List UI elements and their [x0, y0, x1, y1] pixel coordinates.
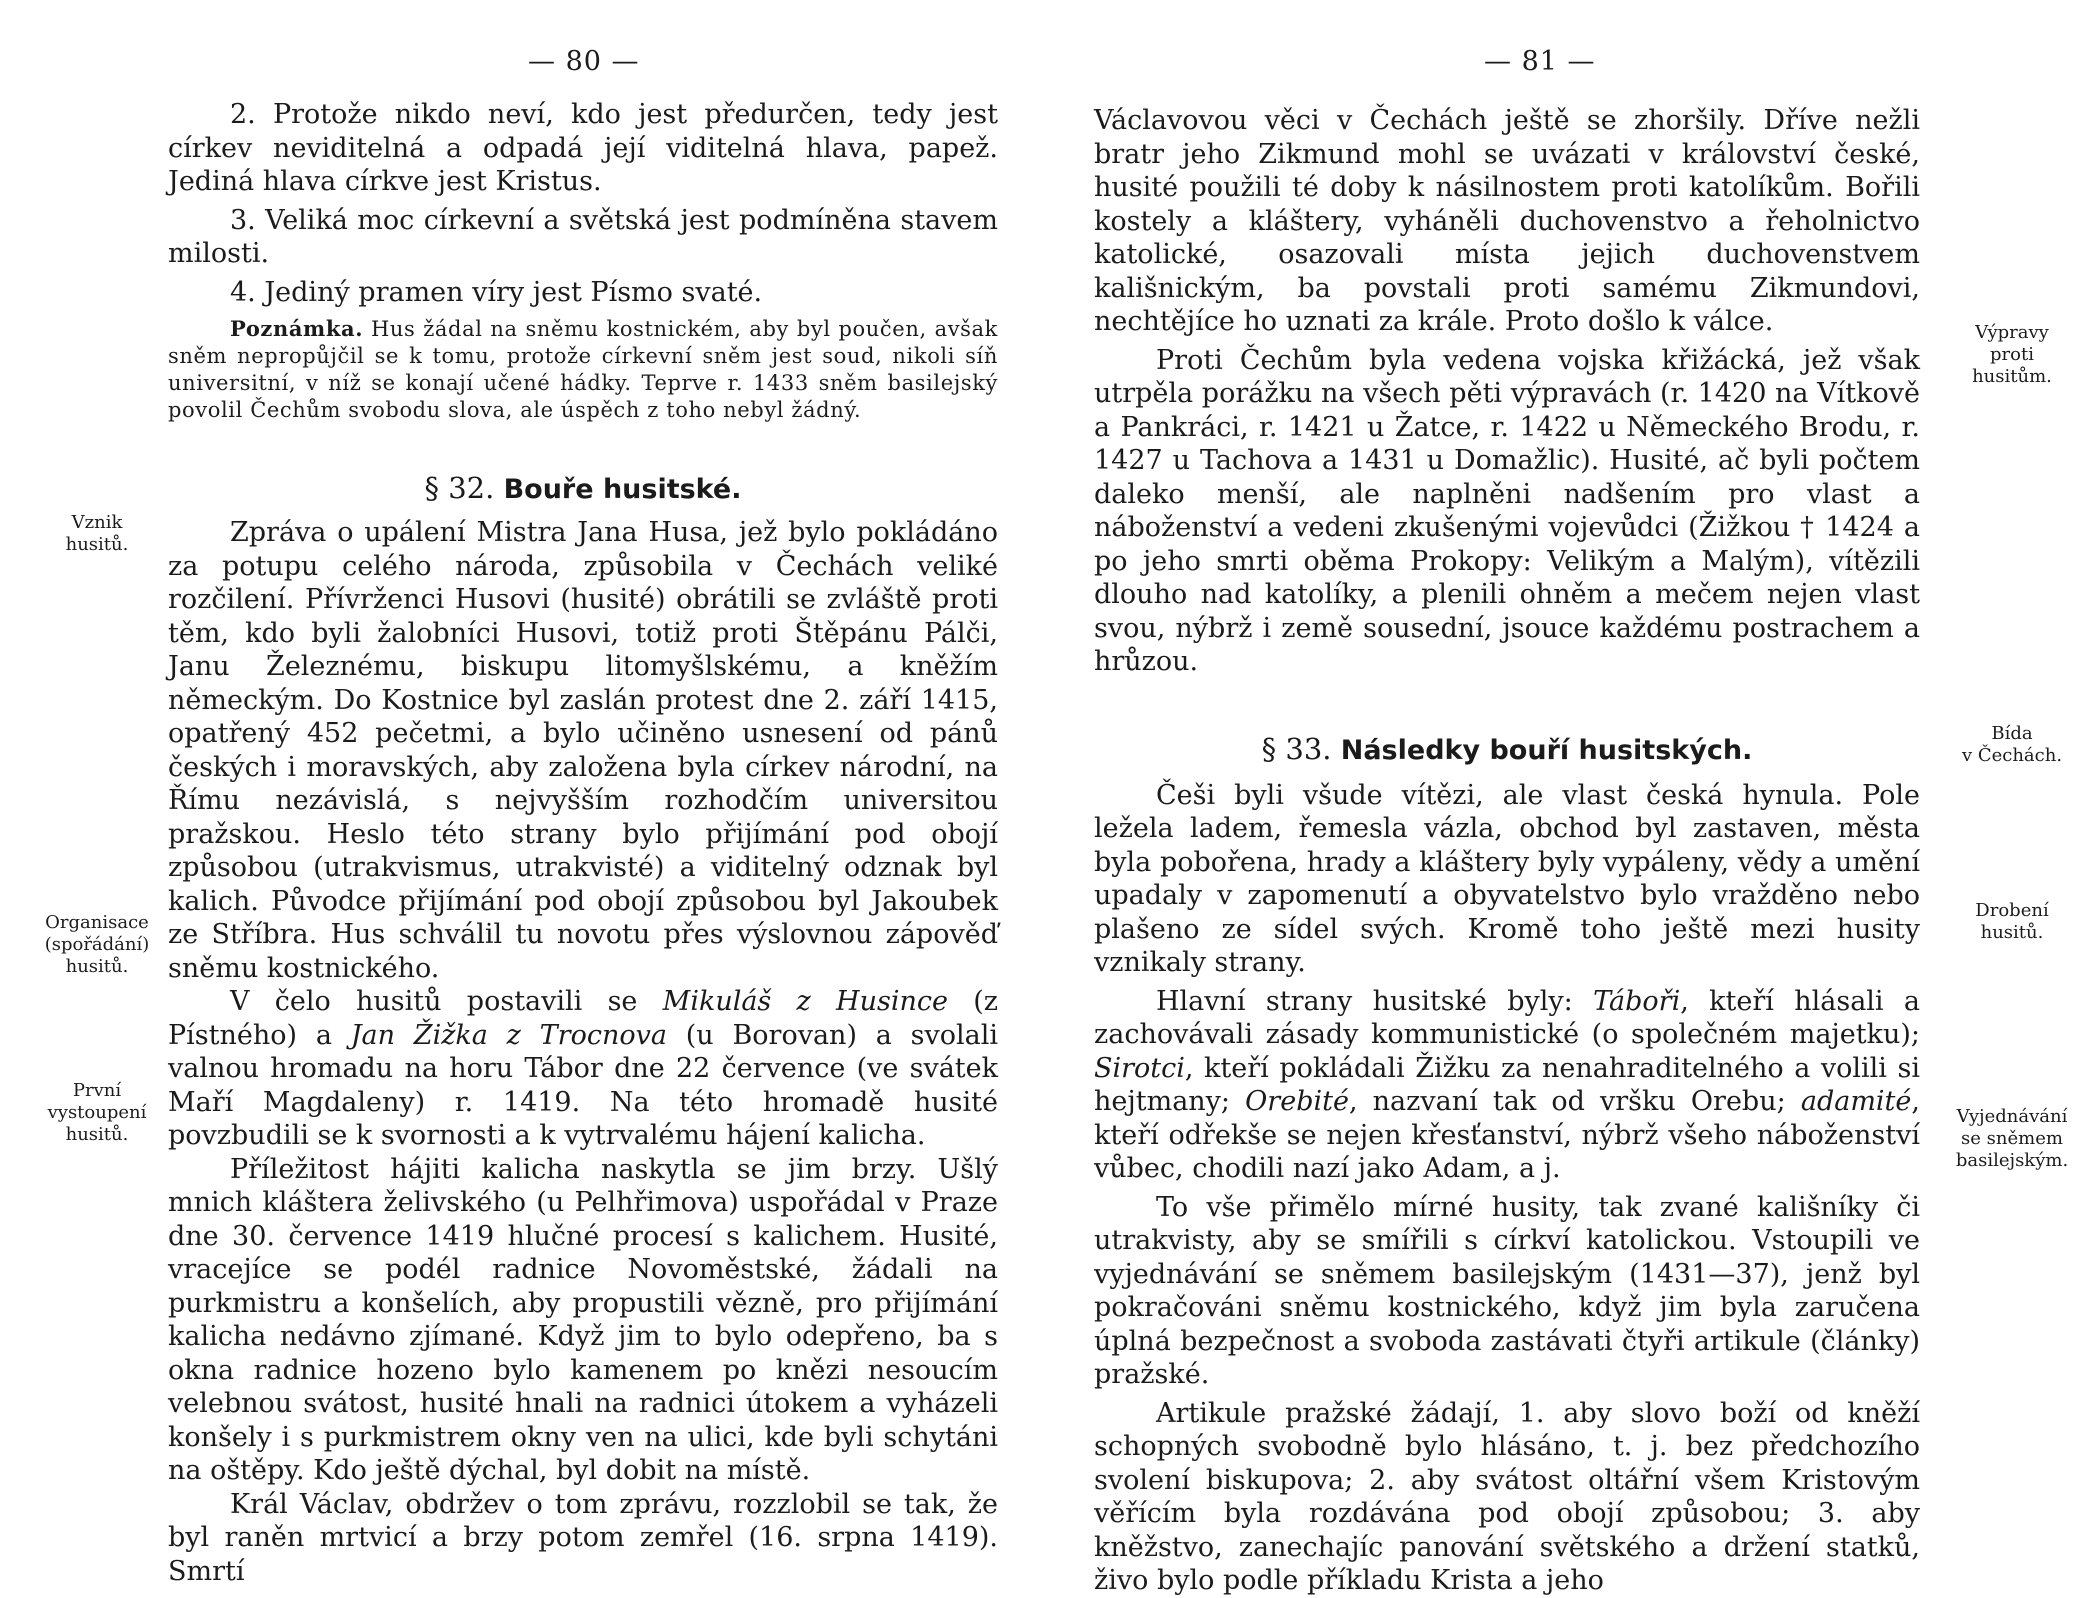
section-mark: § 33. [1261, 731, 1332, 766]
paragraph: Příležitost hájiti kalicha naskytla se jim brzy. Ušlý mnich kláštera želivského (u Pelhřimova) uspořádal v Praze dne 30. července 1419 hlučné procesí s kalichem. Husité, vracejíce se podél radnice Novoměstské, žádali na purkmistru a konšelích, aby propustili vězně, pro přijímání kalicha nedávno zjímané. Když jim to bylo odepřeno, ba s okna radnice hozeno bylo kamenem po knězi nesoucím velebnou svátost, husité hnali na radnici útokem a vyházeli konšely i s purkmistrem okny ven na ulici, kde byli schytáni na oštěpy. Kdo ještě dýchal, byl dobit na místě. [168, 1153, 998, 1486]
section-mark: § 32. [424, 471, 495, 505]
text-run: (u Borovan) a svolali valnou hromadu na horu Tábor dne 22 července (ve svátek Maří Magdaleny) r. 1419. Na této hromadě husité povzbudili se k svornosti a k vytrvalému hájení kalicha. [168, 1019, 999, 1151]
page-number: — 80 — [528, 46, 640, 77]
text-run: , kteří pokládali Žižku za nenahraditelného a volili si hejtmany; [1094, 1052, 1920, 1117]
paragraph: Artikule pražské žádají, 1. aby slovo boží od kněží schopných svobodně bylo hlásáno, t. j. bez předchozího svolení biskupova; 2. aby svátost oltářní všem Kristovým věřícím byla rozdávána pod obojí způsobou; 3. aby kněžstvo, zanechajíc panování světského a držení statků, živo bylo podle příkladu Krista a jeho [1094, 1397, 1920, 1596]
text-run: , nazvaní tak od vršku Orebu; [1348, 1086, 1801, 1117]
point-3: 3. Veliká moc církevní a světská jest podmíněna stavem milosti. [168, 204, 998, 269]
section-heading-33 [1094, 729, 1920, 771]
person-name: Mikuláš z Husince [662, 986, 948, 1017]
note-text: Hus žádal na sněmu kostnickém, aby byl poučen, avšak sněm nepropůjčil se k tomu, protože církevní sněm jest soud, nikoli síň universitní, v níž se konají učené hádky. Teprve r. 1433 sněm basilejský povolil Čechům svobodu slova, ale úspěch z toho nebyl žádný. [168, 317, 998, 422]
point-4: 4. Jediný pramen víry jest Písmo svaté. [230, 276, 763, 308]
text-run: , kteří hlásali a zachovávali zásady kommunistické (o společném majetku); [1094, 985, 1920, 1050]
party-name: Sirotci [1094, 1052, 1185, 1084]
person-name: Jan Žižka z Trocnova [350, 1019, 667, 1051]
margin-note-vyjednavani: Vyjednávání se sněmem basilejským. [1955, 1106, 2069, 1171]
page-body [168, 98, 998, 1588]
paragraph: Zpráva o upálení Mistra Jana Husa, jež bylo pokládáno za potupu celého národa, způsobila v Čechách veliké rozčilení. Přívrženci Husovi (husité) obrátili se zvláště proti těm, kdo byli žalobníci Husovi, totiž proti Štěpánu Pálči, Janu Železnému, biskupu litomyšlskému, a kněžím německým. Do Kostnice byl zaslán protest dne 2. září 1415, opatřený 452 pečetmi, a bylo učiněno usnesení od pánů českých i moravských, aby založena byla církev národní, na Římu nezávislá, s nejvyšším rozhodčím universitou pražskou. Heslo této strany bylo přijímání pod obojí způsobou (utrakvismus, utrakvisté) a viditelný odznak byl kalich. Původce přijímání pod obojí způsobou byl Jakoubek ze Stříbra. Hus schválil tu novotu přes výslovnou zápověď sněmu kostnického. [168, 517, 998, 984]
section-title: Bouře husitské. [503, 474, 742, 505]
text-run: , kteří odřekše se nejen křesťanství, nýbrž všeho náboženství vůbec, chodili nazí jako Adam, a j. [1094, 1086, 1920, 1184]
margin-note-prvni: První vystoupení husitů. [47, 1080, 147, 1145]
note-label: Poznámka. [230, 316, 364, 341]
note [168, 315, 998, 424]
text-run: (z Pístného) a [168, 986, 998, 1051]
text-run: V čelo husitů postavili se [230, 986, 663, 1017]
section-title: Následky bouří husitských. [1340, 734, 1753, 766]
party-name: Táboři [1593, 985, 1681, 1017]
page-left [0, 0, 1041, 1587]
page-number: — 81 — [1484, 46, 1596, 77]
party-name: Orebité [1245, 1086, 1349, 1117]
party-name: adamité [1800, 1086, 1912, 1117]
margin-note-organisace: Organisace (spořádání) husitů. [44, 912, 150, 977]
paragraph: Václavovou věci v Čechách ještě se zhoršily. Dříve nežli bratr jeho Zikmund mohl se uvázati v království české, husité použili té doby k násilnostem proti katolíkům. Bořili kostely a kláštery, vyháněli duchovenstvo a řeholnictvo katolické, osazovali místa jejich duchovenstvem kališnickým, ba povstali proti samému Zikmundovi, nechtějíce ho uznati za krále. Proto došlo k válce. [1094, 105, 1920, 337]
paragraph: Češi byli všude vítězi, ale vlast česká hynula. Pole ležela ladem, řemesla vázla, obchod byl zastaven, města byla pobořena, hrady a kláštery byly vypáleny, vědy a umění upadaly v zapomenutí a obyvatelstvo bylo vražděno nebo plašeno ze sídel svých. Kromě toho ještě mezi husity vznikaly strany. [1094, 779, 1920, 978]
paragraph: Proti Čechům byla vedena vojska křižácká, jež však utrpěla porážku na všech pěti výpravách (r. 1420 na Vítkově a Pankráci, r. 1421 u Žatce, r. 1422 u Německého Brodu, r. 1427 u Tachova a 1431 u Domažlic). Husité, ač byli počtem daleko menší, ale naplněni nadšením pro vlast a náboženství a vedeni zkušenými vojevůdci (Žižkou † 1424 a po jeho smrti oběma Prokopy: Velikým a Malým), vítězili dlouho nad katolíky, a plenili ohněm a mečem nejen vlast svou, nýbrž i země sousední, jsouce každému postrachem a hrůzou. [1094, 344, 1920, 677]
paragraph: Král Václav, obdržev o tom zprávu, rozzlobil se tak, že byl raněn mrtvicí a brzy potom zemřel (16. srpna 1419). Smrtí [168, 1488, 998, 1587]
paragraph: To vše přimělo mírné husity, tak zvané kališníky či utrakvisty, aby se smířili s církví katolickou. Vstoupili ve vyjednávání se sněmem basilejským (1431—37), jenž byl pokračováni sněmu kostnického, když jim byla zaručena úplná bezpečnost a svoboda zastávati čtyři artikule (články) pražské. [1094, 1191, 1920, 1390]
page-body [1094, 104, 1920, 1598]
margin-note-vznik: Vznik husitů. [65, 512, 129, 555]
margin-note-drobeni: Drobení husitů. [1975, 900, 2049, 943]
point-2: 2. Protože nikdo neví, kdo jest předurčen, tedy jest církev neviditelná a odpadá její viditelná hlava, papež. Jediná hlava církve jest Kristus. [168, 99, 998, 197]
margin-note-vypravy: Výpravy proti husitům. [1972, 322, 2052, 387]
text-run: Hlavní strany husitské byly: [1156, 985, 1594, 1017]
section-heading-32 [168, 468, 998, 510]
paragraph [168, 985, 998, 1153]
margin-note-bida: Bída v Čechách. [1961, 723, 2063, 766]
paragraph [1094, 985, 1920, 1186]
page-right [1041, 0, 2082, 1596]
